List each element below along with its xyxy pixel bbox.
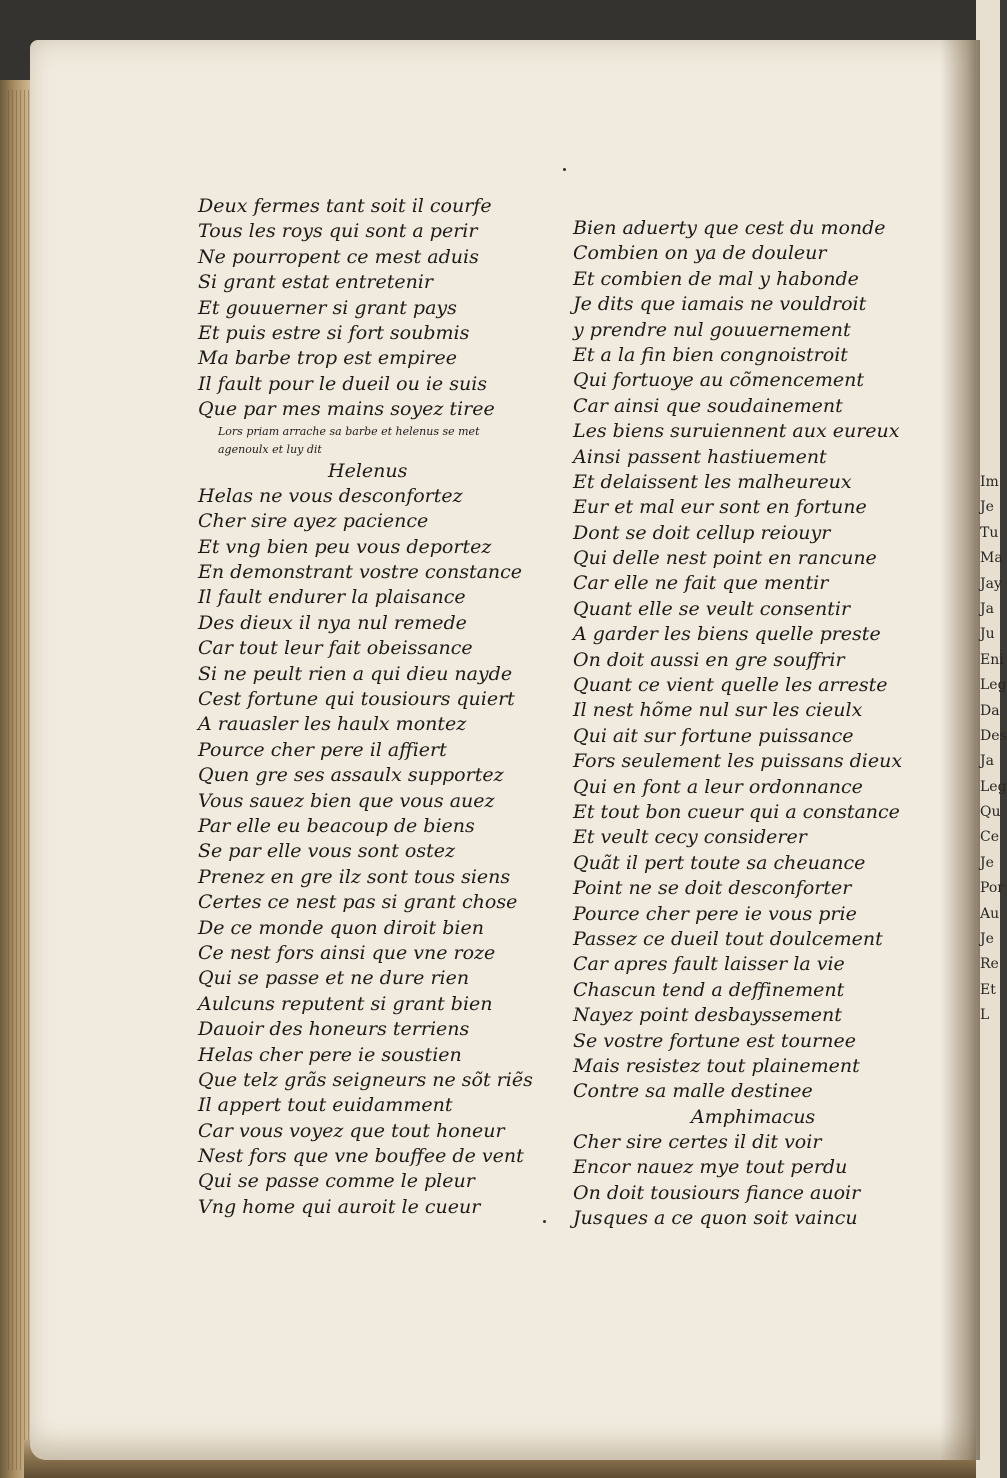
fragment: Re (980, 956, 999, 973)
verse-line: Il fault endurer la plaisance (198, 586, 466, 609)
verse-line: Ne pourropent ce mest aduis (198, 245, 479, 268)
verse-line: Il appert tout euidamment (198, 1094, 453, 1117)
verse-line: Mais resistez tout plainement (573, 1054, 860, 1077)
facing-page-text (980, 470, 1007, 1290)
speaker-name: Amphimacus (691, 1105, 816, 1128)
verse-line: Encor nauez mye tout perdu (573, 1156, 848, 1179)
fragment: Je (980, 499, 994, 516)
verse-line: Quant elle se veult consentir (573, 597, 851, 620)
fragment: Por (980, 880, 1004, 897)
verse-line: Helas cher pere ie soustien (198, 1043, 462, 1066)
verse-line: Pource cher pere il affiert (198, 738, 447, 761)
fragment: Tu (980, 524, 999, 541)
verse-line: Se vostre fortune est tournee (573, 1029, 856, 1052)
verse-line: Deux fermes tant soit il courfe (198, 195, 492, 217)
ink-speck (563, 168, 566, 171)
verse-line: Qui delle nest point en rancune (573, 547, 877, 570)
verse-line: Dauoir des honeurs terriens (198, 1018, 470, 1041)
verse-line: y prendre nul gouuernement (573, 318, 851, 341)
verse-line: Et veult cecy considerer (573, 826, 807, 849)
verse-line: Car elle ne fait que mentir (573, 572, 829, 595)
verse-line: Eur et mal eur sont en fortune (573, 496, 867, 519)
left-text-column (198, 194, 533, 1220)
verse-line: Certes ce nest pas si grant chose (198, 891, 518, 914)
fragment: Je (980, 931, 994, 948)
verse-line: Et a la fin bien congnoistroit (573, 343, 848, 366)
fragment: Qu (980, 804, 1001, 821)
verse-line: A garder les biens quelle preste (573, 623, 881, 646)
verse-line: Bien aduerty que cest du monde (573, 217, 886, 239)
verse-line: Combien on ya de douleur (573, 242, 827, 265)
verse-line: Et puis estre si fort soubmis (198, 321, 470, 344)
verse-line: Cher sire ayez pacience (198, 510, 429, 533)
verse-line: Ainsi passent hastiuement (573, 445, 827, 468)
verse-line: Jusques a ce quon soit vaincu (573, 1207, 858, 1230)
verse-line: Nayez point desbayssement (573, 1004, 842, 1027)
verse-line: Car tout leur fait obeissance (198, 637, 473, 660)
fragment: Et (980, 981, 996, 998)
verse-line: Des dieux il nya nul remede (198, 611, 467, 634)
verse-line: Je dits que iamais ne vouldroit (573, 293, 867, 316)
verse-line: Aulcuns reputent si grant bien (198, 992, 493, 1015)
fragment: Im (980, 474, 999, 490)
verse-line: Quant ce vient quelle les arreste (573, 674, 888, 697)
verse-line: Helas ne vous desconfortez (198, 484, 463, 507)
verse-line: Fors seulement les puissans dieux (573, 750, 903, 773)
right-text-column (573, 216, 902, 1232)
fragment: Des (980, 727, 1007, 744)
fragment: Je (980, 854, 994, 871)
fragment: Au (980, 905, 1000, 922)
verse-line: Contre sa malle destinee (573, 1080, 813, 1103)
verse-line: Vng home qui auroit le cueur (198, 1195, 481, 1218)
verse-line: Les biens suruiennent aux eureux (573, 420, 900, 443)
verse-line: Et vng bien peu vous deportez (198, 535, 492, 558)
fragment: L (980, 1007, 990, 1024)
verse-line: Tous les roys qui sont a perir (198, 220, 478, 243)
fragment: Ja (980, 753, 994, 770)
verse-line: Quãt il pert toute sa cheuance (573, 851, 866, 874)
verse-line: Et combien de mal y habonde (573, 267, 859, 290)
stage-direction: Lors priam arrache sa barbe et helenus se met (218, 424, 480, 438)
ink-speck (543, 1220, 546, 1223)
verse-line: En demonstrant vostre constance (198, 561, 523, 584)
verse-line: Qui fortuoye au cõmencement (573, 369, 865, 392)
verse-line: Chascun tend a deffinement (573, 978, 845, 1001)
verse-line: De ce monde quon diroit bien (198, 916, 484, 939)
fragment: Eni (980, 651, 1004, 668)
verse-line: Prenez en gre ilz sont tous siens (198, 865, 511, 888)
verse-line: Ma barbe trop est empiree (198, 347, 457, 370)
verse-line: Qui en font a leur ordonnance (573, 775, 863, 798)
fragment: Jay (980, 575, 1002, 592)
verse-line: Qui se passe et ne dure rien (198, 967, 470, 990)
verse-line: Nest fors que vne bouffee de vent (198, 1145, 524, 1168)
verse-line: Dont se doit cellup reiouyr (573, 521, 831, 544)
verse-line: Si grant estat entretenir (198, 271, 433, 294)
verse-line: Il nest hõme nul sur les cieulx (573, 699, 863, 722)
verse-line: Se par elle vous sont ostez (198, 840, 455, 863)
fragment: Ja (980, 600, 994, 617)
fragment: Leg (980, 778, 1007, 795)
verse-line: Par elle eu beacoup de biens (198, 814, 475, 837)
verse-line: Cest fortune qui tousiours quiert (198, 688, 515, 711)
speaker-name: Helenus (328, 459, 408, 482)
fragment: Da (980, 702, 1000, 719)
verse-line: Vous sauez bien que vous auez (198, 789, 495, 812)
verse-line: On doit aussi en gre souffrir (573, 648, 845, 671)
verse-line: A rauasler les haulx montez (198, 713, 467, 736)
verse-line: Pource cher pere ie vous prie (573, 902, 857, 925)
verse-line: Car apres fault laisser la vie (573, 953, 845, 976)
verse-line: Cher sire certes il dit voir (573, 1131, 822, 1154)
verse-line: Qui ait sur fortune puissance (573, 724, 854, 747)
verse-line: Quen gre ses assaulx supportez (198, 764, 504, 787)
verse-line: Car vous voyez que tout honeur (198, 1119, 505, 1142)
verse-line: Et delaissent les malheureux (573, 470, 852, 493)
fragment: Leg (980, 677, 1007, 694)
verse-line: Que par mes mains soyez tiree (198, 398, 495, 421)
verse-line: Qui se passe comme le pleur (198, 1170, 475, 1193)
gutter-shadow (940, 40, 980, 1460)
fragment: Ju (980, 626, 995, 643)
verse-line: Et gouuerner si grant pays (198, 296, 457, 319)
verse-line: On doit tousiours fiance auoir (573, 1181, 861, 1204)
fragment: Ce (980, 829, 999, 846)
verse-line: Point ne se doit desconforter (573, 877, 852, 900)
fragment: Ma (980, 550, 1003, 567)
verse-line: Et tout bon cueur qui a constance (573, 800, 900, 823)
verse-line: Passez ce dueil tout doulcement (573, 927, 883, 950)
verse-line: Que telz grãs seigneurs ne sõt riẽs (198, 1068, 533, 1091)
stage-direction: agenoulx et luy dit (218, 442, 322, 456)
verse-line: Car ainsi que soudainement (573, 394, 843, 417)
verse-line: Ce nest fors ainsi que vne roze (198, 941, 496, 964)
verse-line: Si ne peult rien a qui dieu nayde (198, 662, 513, 685)
verse-line: Il fault pour le dueil ou ie suis (198, 372, 488, 395)
